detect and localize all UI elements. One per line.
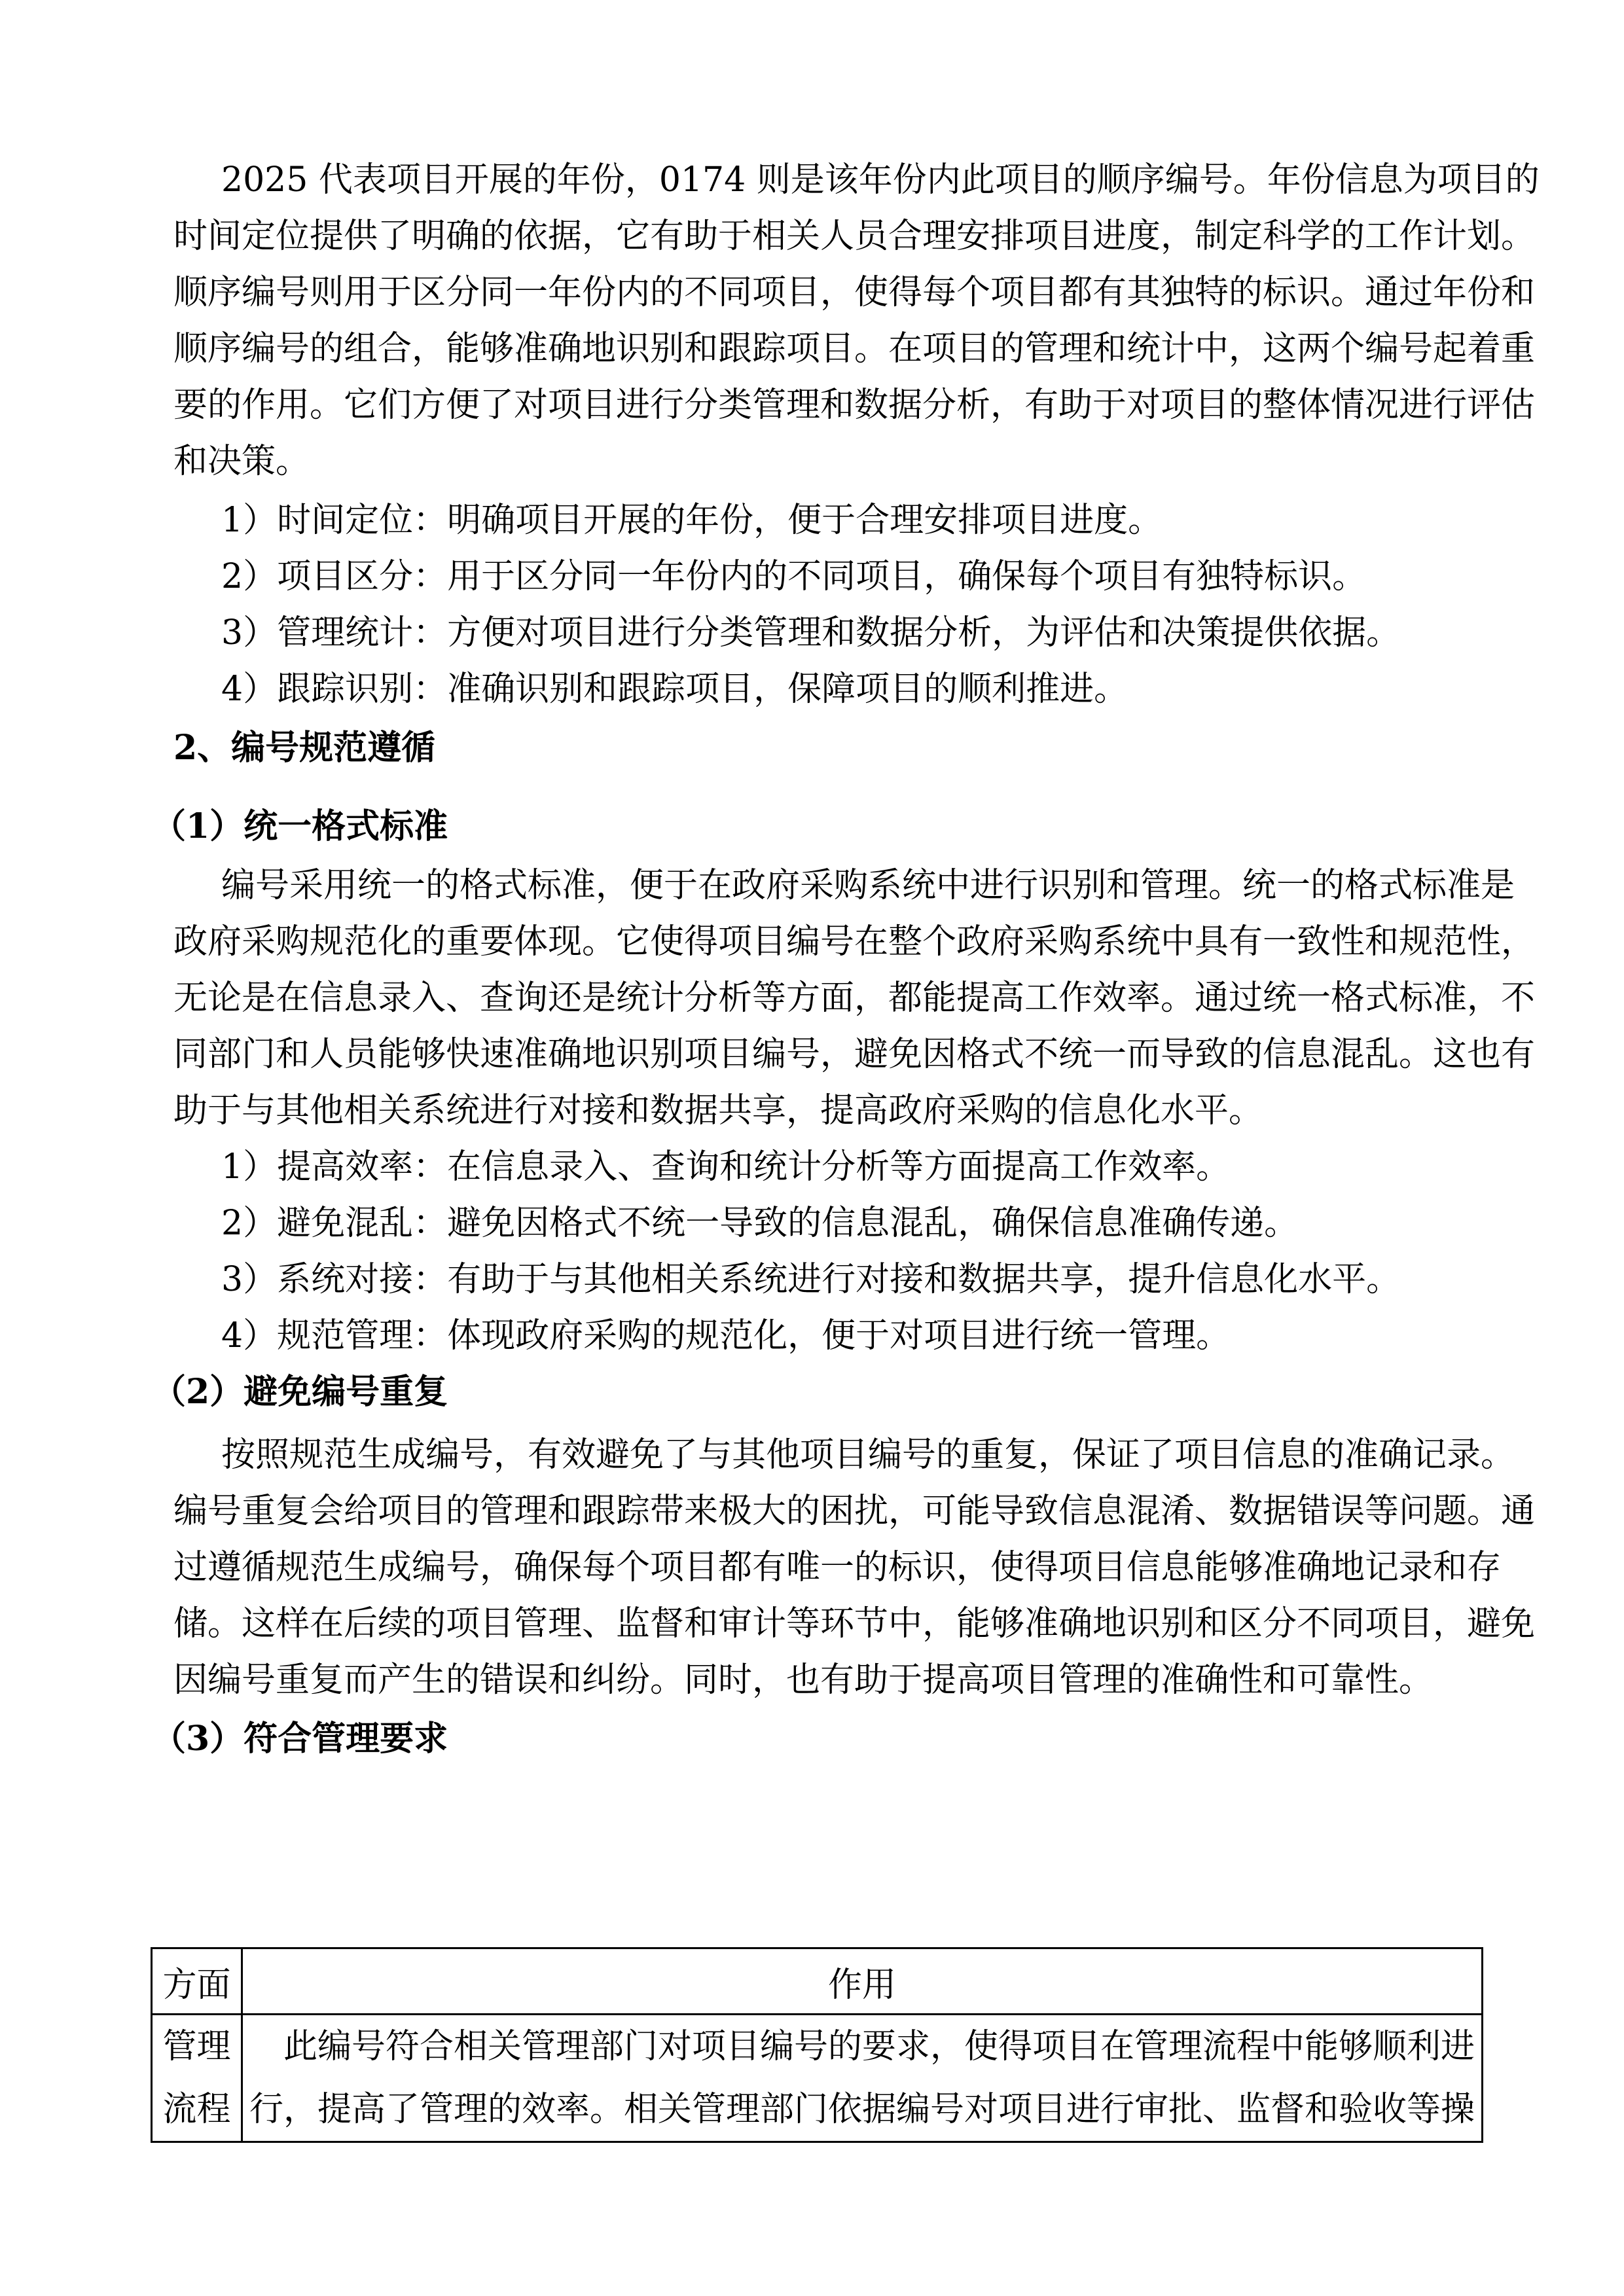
- text-line: 编号重复会给项目的管理和跟踪带来极大的困扰，可能导致信息混淆、数据错误等问题。通: [173, 1492, 1536, 1531]
- header-effect: 作用: [242, 1948, 1482, 2015]
- text-line: 顺序编号的组合，能够准确地识别和跟踪项目。在项目的管理和统计中，这两个编号起着重: [173, 329, 1536, 368]
- cell-text: 流程: [162, 2090, 231, 2129]
- cell-effect: [242, 2015, 1482, 2142]
- intro-list: [173, 492, 1476, 717]
- list-item: 2）避免混乱：避免因格式不统一导致的信息混乱，确保信息准确传递。: [221, 1204, 1299, 1243]
- cell-text: 行，提高了管理的效率。相关管理部门依据编号对项目进行审批、监督和验收等操: [249, 2090, 1475, 2129]
- subsection-heading: （3）符合管理要求: [152, 1719, 448, 1759]
- cell-text: 管理: [162, 2027, 231, 2066]
- text-line: 同部门和人员能够快速准确地识别项目编号，避免因格式不统一而导致的信息混乱。这也有: [173, 1035, 1536, 1074]
- document-body: [152, 152, 1540, 1767]
- table-row: [152, 2015, 1483, 2142]
- text-line: 储。这样在后续的项目管理、监督和审计等环节中，能够准确地识别和区分不同项目，避免: [173, 1604, 1536, 1643]
- subsection-heading: （2）避免编号重复: [152, 1372, 448, 1412]
- subsection-heading: （1）统一格式标准: [152, 806, 448, 846]
- table-header-row: [152, 1948, 1483, 2015]
- format-paragraph: [173, 857, 1536, 1139]
- text-line: 按照规范生成编号，有效避免了与其他项目编号的重复，保证了项目信息的准确记录。: [221, 1435, 1515, 1475]
- text-line: 时间定位提供了明确的依据，它有助于相关人员合理安排项目进度，制定科学的工作计划。: [173, 217, 1536, 256]
- text-line: 和决策。: [173, 442, 310, 481]
- list-item: 1）提高效率：在信息录入、查询和统计分析等方面提高工作效率。: [221, 1147, 1231, 1187]
- text-line: 2025 代表项目开展的年份，0174 则是该年份内此项目的顺序编号。年份信息为项目的: [221, 160, 1540, 200]
- cell-text: 此编号符合相关管理部门对项目编号的要求，使得项目在管理流程中能够顺利进: [283, 2027, 1475, 2066]
- text-line: 政府采购规范化的重要体现。它使得项目编号在整个政府采购系统中具有一致性和规范性，: [173, 922, 1536, 961]
- list-item: 4）跟踪识别：准确识别和跟踪项目，保障项目的顺利推进。: [221, 670, 1128, 709]
- cell-aspect: [152, 2015, 242, 2142]
- header-aspect: 方面: [152, 1948, 242, 2015]
- text-line: 因编号重复而产生的错误和纠纷。同时，也有助于提高项目管理的准确性和可靠性。: [173, 1660, 1434, 1700]
- text-line: 顺序编号则用于区分同一年份内的不同项目，使得每个项目都有其独特的标识。通过年份和: [173, 273, 1536, 312]
- text-line: 助于与其他相关系统进行对接和数据共享，提高政府采购的信息化水平。: [173, 1091, 1263, 1130]
- intro-paragraph: [173, 152, 1540, 490]
- section-heading: 2、编号规范遵循: [173, 728, 436, 768]
- list-item: 1）时间定位：明确项目开展的年份，便于合理安排项目进度。: [221, 501, 1163, 540]
- duplicate-paragraph: [173, 1427, 1536, 1708]
- text-line: 要的作用。它们方便了对项目进行分类管理和数据分析，有助于对项目的整体情况进行评估: [173, 386, 1536, 425]
- format-list: [173, 1139, 1476, 1364]
- text-line: 过遵循规范生成编号，确保每个项目都有唯一的标识，使得项目信息能够准确地记录和存: [173, 1548, 1502, 1587]
- text-line: 无论是在信息录入、查询还是统计分析等方面，都能提高工作效率。通过统一格式标准，不: [173, 978, 1536, 1018]
- list-item: 3）管理统计：方便对项目进行分类管理和数据分析，为评估和决策提供依据。: [221, 613, 1401, 653]
- list-item: 4）规范管理：体现政府采购的规范化，便于对项目进行统一管理。: [221, 1316, 1231, 1355]
- list-item: 3）系统对接：有助于与其他相关系统进行对接和数据共享，提升信息化水平。: [221, 1260, 1401, 1299]
- list-item: 2）项目区分：用于区分同一年份内的不同项目，确保每个项目有独特标识。: [221, 557, 1367, 596]
- text-line: 编号采用统一的格式标准，便于在政府采购系统中进行识别和管理。统一的格式标准是: [221, 866, 1515, 905]
- requirements-table: [151, 1947, 1483, 2143]
